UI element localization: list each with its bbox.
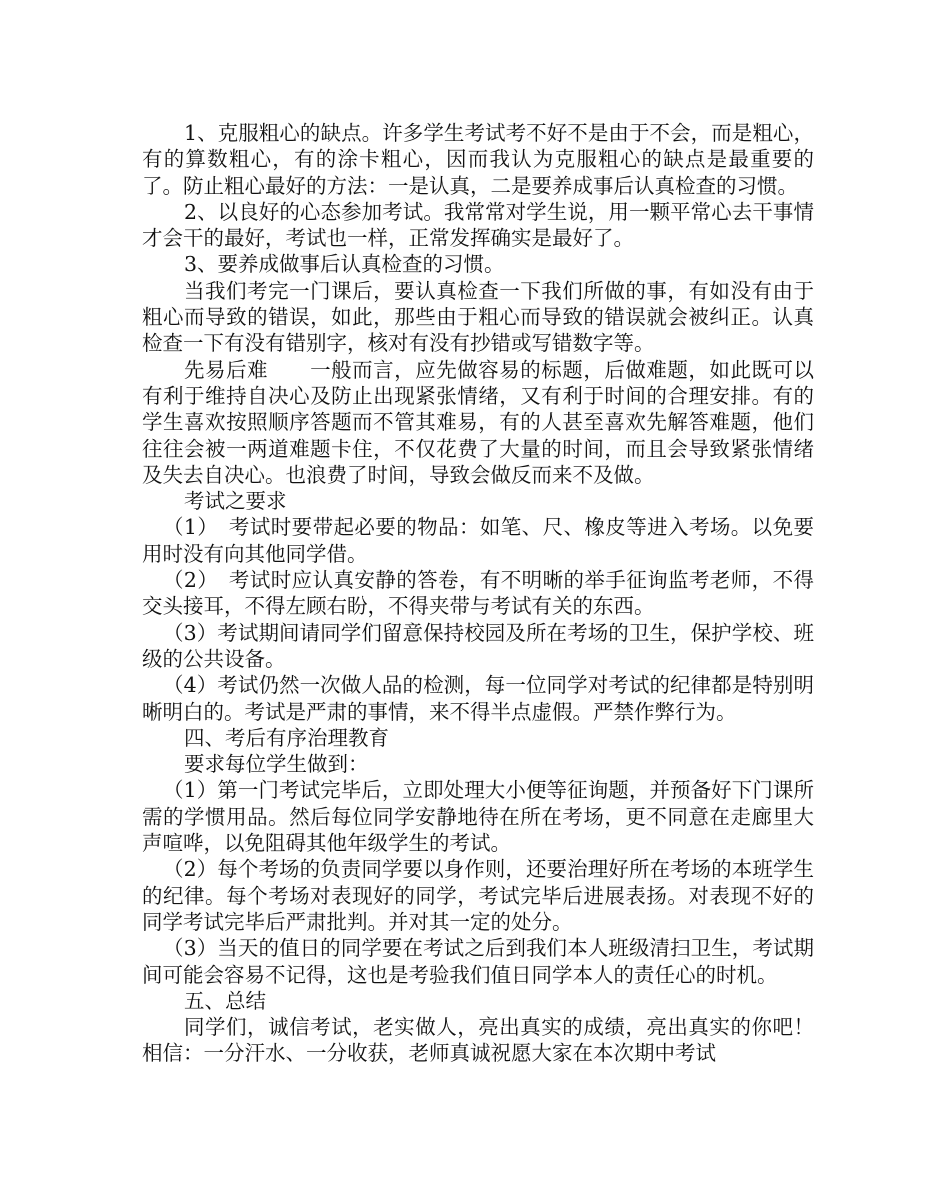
paragraph-summary: 同学们，诚信考试，老实做人，亮出真实的成绩，亮出真实的你吧！相信：一分汗水、一分收获，老师真诚祝愿大家在本次期中考试 bbox=[142, 1015, 814, 1066]
paragraph-check-after-exam: 当我们考完一门课后，要认真检查一下我们所做的事，有如没有由于粗心而导致的错误，如此，那些由于粗心而导致的错误就会被纠正。认真检查一下有没有错别字，核对有没有抄错或写错数字等。 bbox=[142, 278, 814, 356]
requirement-item-4: （4）考试仍然一次做人品的检测，每一位同学对考试的纪律都是特别明晰明白的。考试是严肃的事情，来不得半点虚假。严禁作弊行为。 bbox=[142, 673, 814, 724]
requirement-item-1: （1） 考试时要带起必要的物品：如笔、尺、橡皮等进入考场。以免要用时没有向其他同学借。 bbox=[142, 515, 814, 566]
after-exam-item-1: （1）第一门考试完毕后，立即处理大小便等征询题，并预备好下门课所需的学惯用品。然后每位同学安静地待在所在考场，更不同意在走廊里大声喧哗，以免阻碍其他年级学生的考试。 bbox=[142, 778, 814, 856]
paragraph-good-attitude: 2、以良好的心态参加考试。我常常对学生说，用一颗平常心去干事情才会干的最好，考试也一样，正常发挥确实是最好了。 bbox=[142, 199, 814, 251]
heading-section-four: 四、考后有序治理教育 bbox=[184, 725, 389, 750]
paragraph-carelessness: 1、克服粗心的缺点。许多学生考试考不好不是由于不会，而是粗心，有的算数粗心，有的涂卡粗心，因而我认为克服粗心的缺点是最重要的了。防止粗心最好的方法：一是认真，二是要养成事后认真检查的习惯。 bbox=[142, 121, 814, 198]
paragraph-easy-first: 先易后难 一般而言，应先做容易的标题，后做难题，如此既可以有利于维持自决心及防止出现紧张情绪，又有利于时间的合理安排。有的学生喜欢按照顺序答题而不管其难易，有的人甚至喜欢先解答难题，他们往往会被一两道难题卡住，不仅花费了大量的时间，而且会导致紧张情绪及失去自决心。也浪费了时间，导致会做反而来不及做。 bbox=[142, 357, 814, 487]
document-body bbox=[142, 120, 814, 1067]
heading-section-five: 五、总结 bbox=[184, 988, 266, 1013]
after-exam-item-2: （2）每个考场的负责同学要以身作则，还要治理好所在考场的本班学生的纪律。每个考场对表现好的同学，考试完毕后进展表扬。对表现不好的同学考试完毕后严肃批判。并对其一定的处分。 bbox=[142, 857, 814, 934]
requirement-item-2: （2） 考试时应认真安静的答卷，有不明晰的举手征询监考老师，不得交头接耳，不得左顾右盼，不得夹带与考试有关的东西。 bbox=[142, 568, 814, 619]
requirement-item-3: （3）考试期间请同学们留意保持校园及所在考场的卫生，保护学校、班级的公共设备。 bbox=[142, 620, 814, 671]
heading-exam-requirements: 考试之要求 bbox=[184, 489, 287, 514]
paragraph-check-habit: 3、要养成做事后认真检查的习惯。 bbox=[184, 252, 505, 277]
after-exam-item-3: （3）当天的值日的同学要在考试之后到我们本人班级清扫卫生，考试期间可能会容易不记得，这也是考验我们值日同学本人的责任心的时机。 bbox=[142, 936, 814, 987]
paragraph-student-requirements: 要求每位学生做到： bbox=[184, 752, 369, 777]
